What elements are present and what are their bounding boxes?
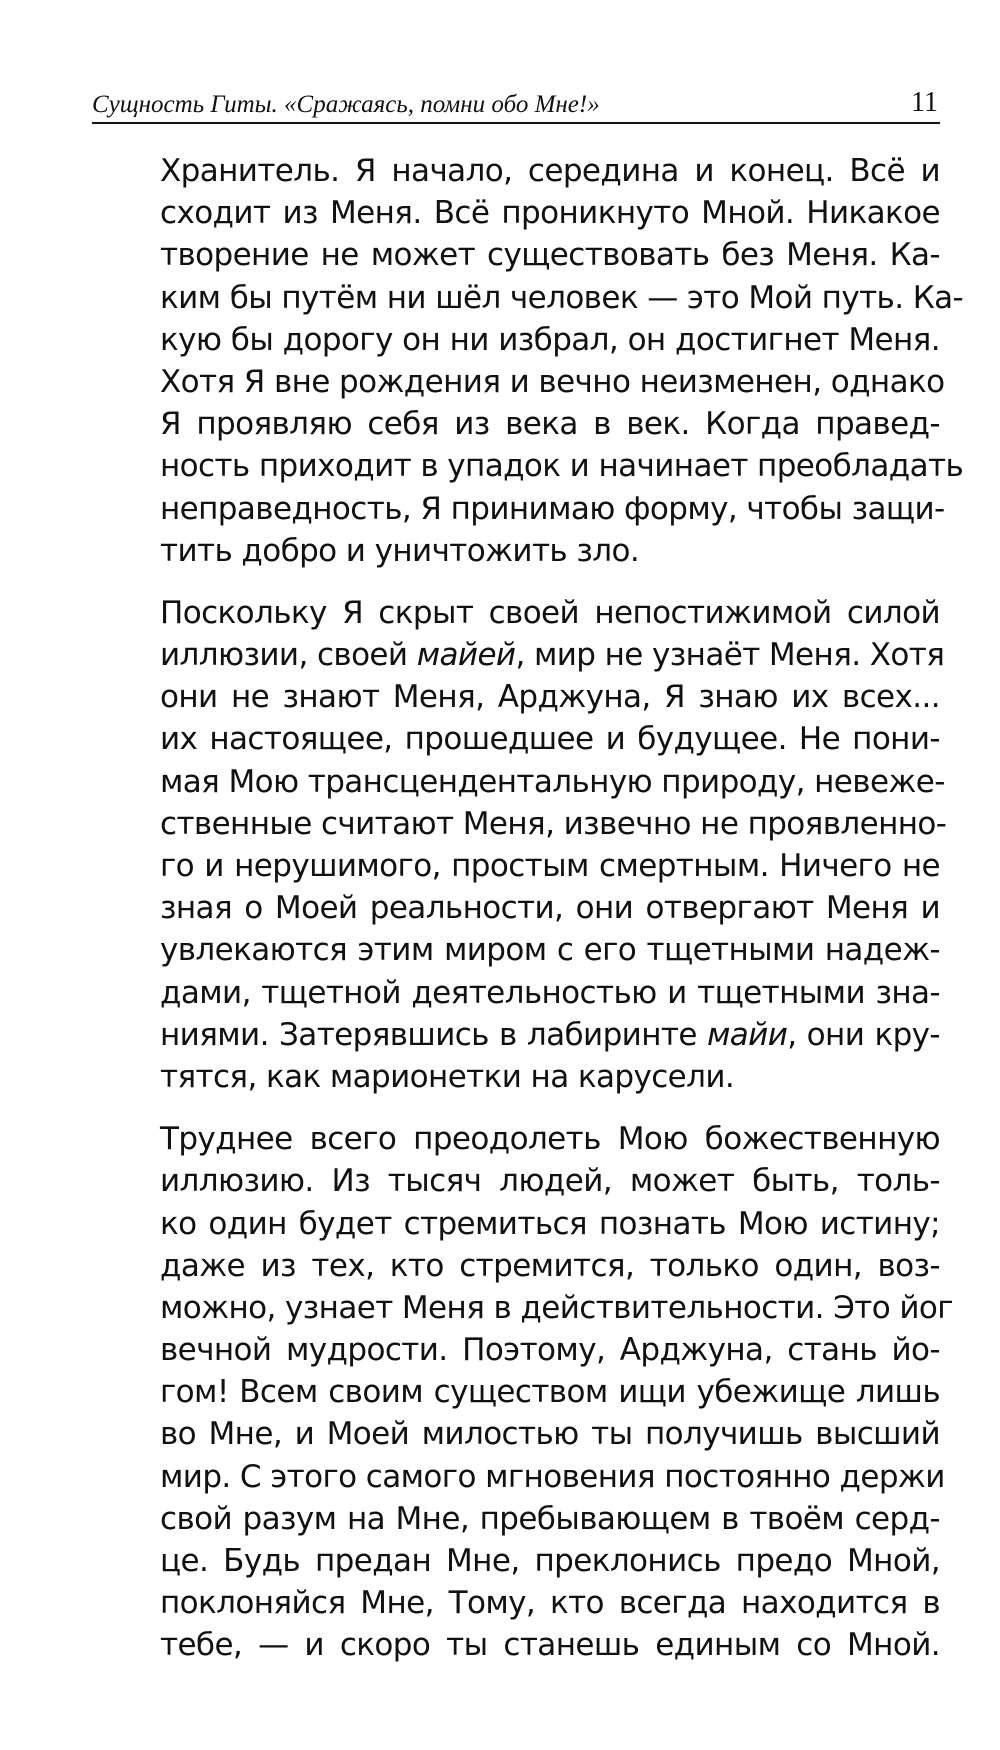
paragraph-3 — [160, 1118, 953, 1666]
text-line: мая Мою трансцендентальную природу, невеже- — [160, 763, 945, 800]
text-line: тить добро и уничтожить зло. — [160, 532, 640, 569]
text-line: во Мне, и Моей милостью ты получишь высший — [160, 1416, 940, 1453]
running-header — [92, 82, 940, 124]
text-line: Я проявляю себя из века в век. Когда правед- — [160, 406, 940, 443]
body-text — [160, 150, 964, 1687]
text-line: иллюзию. Из тысяч людей, может быть, толь- — [160, 1163, 940, 1200]
text-line: Хотя Я вне рождения и вечно неизменен, однако — [160, 363, 945, 400]
text-line: тебе, — и скоро ты станешь единым со Мной. — [160, 1627, 940, 1664]
text-line: Хранитель. Я начало, середина и конец. Всё и — [160, 153, 940, 189]
text-line: Поскольку Я скрыт своей непостижимой силой — [160, 594, 940, 631]
text-line: они не знают Меня, Арджуна, Я знаю их всех... — [160, 679, 940, 716]
text-line: го и нерушимого, простым смертным. Ничего не — [160, 848, 940, 884]
text-line: зная о Моей реальности, они отвергают Меня и — [160, 890, 940, 927]
running-title: Сущность Гиты. «Сражаясь, помни обо Мне!» — [92, 91, 600, 118]
text-line: их настоящее, прошедшее и будущее. Не пони- — [160, 721, 940, 758]
paragraph-1 — [160, 150, 964, 572]
text-line: поклоняйся Мне, Тому, кто всегда находится в — [160, 1585, 940, 1622]
text-line: творение не может существовать без Меня. Ка- — [160, 237, 940, 274]
text-line: неправедность, Я принимаю форму, чтобы защи- — [160, 490, 945, 527]
text-line: сходит из Меня. Всё проникнуто Мной. Никакое — [160, 195, 940, 232]
text-line: тятся, как марионетки на карусели. — [160, 1058, 735, 1095]
text-line: ственные считают Меня, извечно не проявленно- — [160, 805, 947, 842]
text-line: ность приходит в упадок и начинает преобладать — [160, 448, 964, 485]
page-number: 11 — [911, 87, 938, 118]
text-line: гом! Всем своим существом ищи убежище лишь — [160, 1374, 940, 1411]
text-line: дами, тщетной деятельностью и тщетными зна- — [160, 974, 940, 1011]
text-line: це. Будь предан Мне, преклонись предо Мной, — [160, 1543, 940, 1579]
text-line: кую бы дорогу он ни избрал, он достигнет Меня. — [160, 321, 940, 358]
text-line: свой разум на Мне, пребывающем в твоём серд- — [160, 1500, 940, 1537]
text-line: даже из тех, кто стремится, только один, воз- — [160, 1247, 940, 1284]
text-line: увлекаются этим миром с его тщетными надеж- — [160, 932, 940, 969]
text-line: ниями. Затерявшись в лабиринте майи, они кру- — [160, 1016, 940, 1053]
paragraph-2 — [160, 592, 947, 1098]
text-line: Труднее всего преодолеть Мою божественную — [160, 1121, 940, 1158]
text-line: можно, узнает Меня в действительности. Это йог — [160, 1289, 953, 1326]
text-line: иллюзии, своей майей, мир не узнаёт Меня. Хотя — [160, 637, 945, 674]
text-line: вечной мудрости. Поэтому, Арджуна, стань йо- — [160, 1332, 940, 1369]
text-line: ким бы путём ни шёл человек — это Мой путь. Ка- — [160, 279, 964, 316]
text-line: ко один будет стремиться познать Мою истину; — [160, 1205, 940, 1242]
text-line: мир. С этого самого мгновения постоянно держи — [160, 1458, 945, 1495]
